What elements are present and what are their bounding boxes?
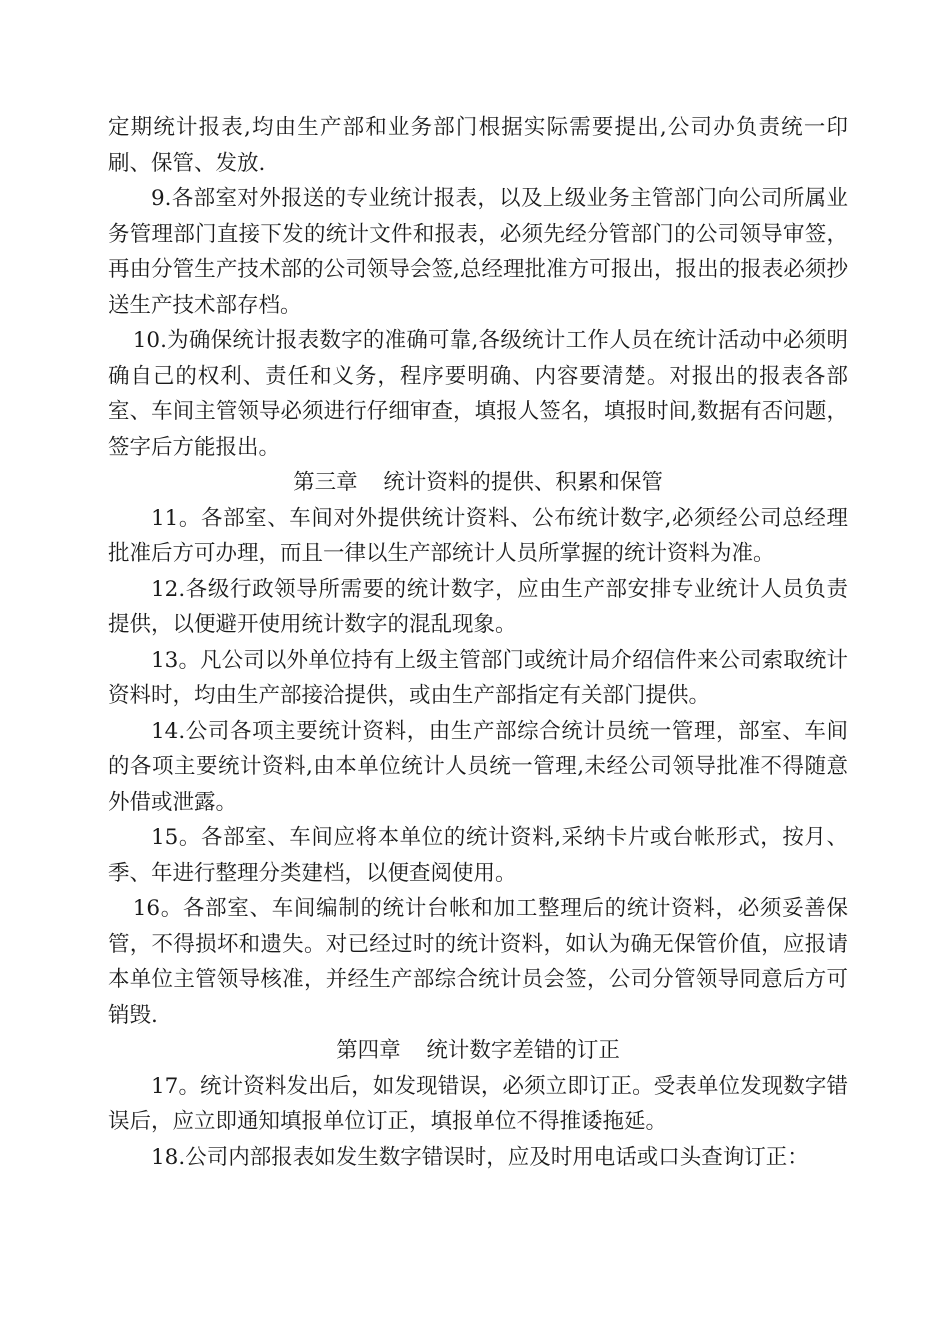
chapter-number: 第三章 xyxy=(293,470,358,495)
document-body xyxy=(108,110,848,1175)
chapter-number: 第四章 xyxy=(336,1038,401,1063)
paragraph: 14.公司各项主要统计资料，由生产部综合统计员统一管理，部室、车间的各项主要统计资料,由本单位统计人员统一管理,未经公司领导批准不得随意外借或泄露。 xyxy=(108,718,848,815)
paragraph: 16。各部室、车间编制的统计台帐和加工整理后的统计资料，必须妥善保管，不得损坏和遗失。对已经过时的统计资料，如认为确无保管价值，应报请本单位主管领导核准，并经生产部综合统计员会签，公司分管领导同意后方可销毁. xyxy=(108,896,848,1028)
paragraph: 11。各部室、车间对外提供统计资料、公布统计数字,必须经公司总经理批准后方可办理，而且一律以生产部统计人员所掌握的统计资料为准。 xyxy=(108,505,848,566)
paragraph: 15。各部室、车间应将本单位的统计资料,采纳卡片或台帐形式，按月、季、年进行整理分类建档，以便查阅使用。 xyxy=(108,825,848,886)
paragraph: 13。凡公司以外单位持有上级主管部门或统计局介绍信件来公司索取统计资料时，均由生产部接洽提供，或由生产部指定有关部门提供。 xyxy=(108,647,848,708)
paragraph: 17。统计资料发出后，如发现错误，必须立即订正。受表单位发现数字错误后，应立即通知填报单位订正，填报单位不得推诿拖延。 xyxy=(108,1073,848,1134)
chapter-title: 统计资料的提供、积累和保管 xyxy=(383,470,663,495)
chapter-heading xyxy=(108,465,848,501)
paragraph: 18.公司内部报表如发生数字错误时，应及时用电话或口头查询订正： xyxy=(151,1144,809,1170)
chapter-title: 统计数字差错的订正 xyxy=(426,1038,620,1063)
paragraph: 9.各部室对外报送的专业统计报表，以及上级业务主管部门向公司所属业务管理部门直接下发的统计文件和报表，必须先经分管部门的公司领导审签，再由分管生产技术部的公司领导会签,总经理批准方可报出，报出的报表必须抄送生产技术部存档。 xyxy=(108,186,848,318)
paragraph: 定期统计报表,均由生产部和业务部门根据实际需要提出,公司办负责统一印刷、保管、发放. xyxy=(108,115,848,176)
paragraph: 10.为确保统计报表数字的准确可靠,各级统计工作人员在统计活动中必须明确自己的权利、责任和义务，程序要明确、内容要清楚。对报出的报表各部室、车间主管领导必须进行仔细审查，填报人签名，填报时间,数据有否问题，签字后方能报出。 xyxy=(108,328,848,460)
paragraph: 12.各级行政领导所需要的统计数字，应由生产部安排专业统计人员负责提供，以便避开使用统计数字的混乱现象。 xyxy=(108,576,848,637)
chapter-heading xyxy=(108,1033,848,1069)
